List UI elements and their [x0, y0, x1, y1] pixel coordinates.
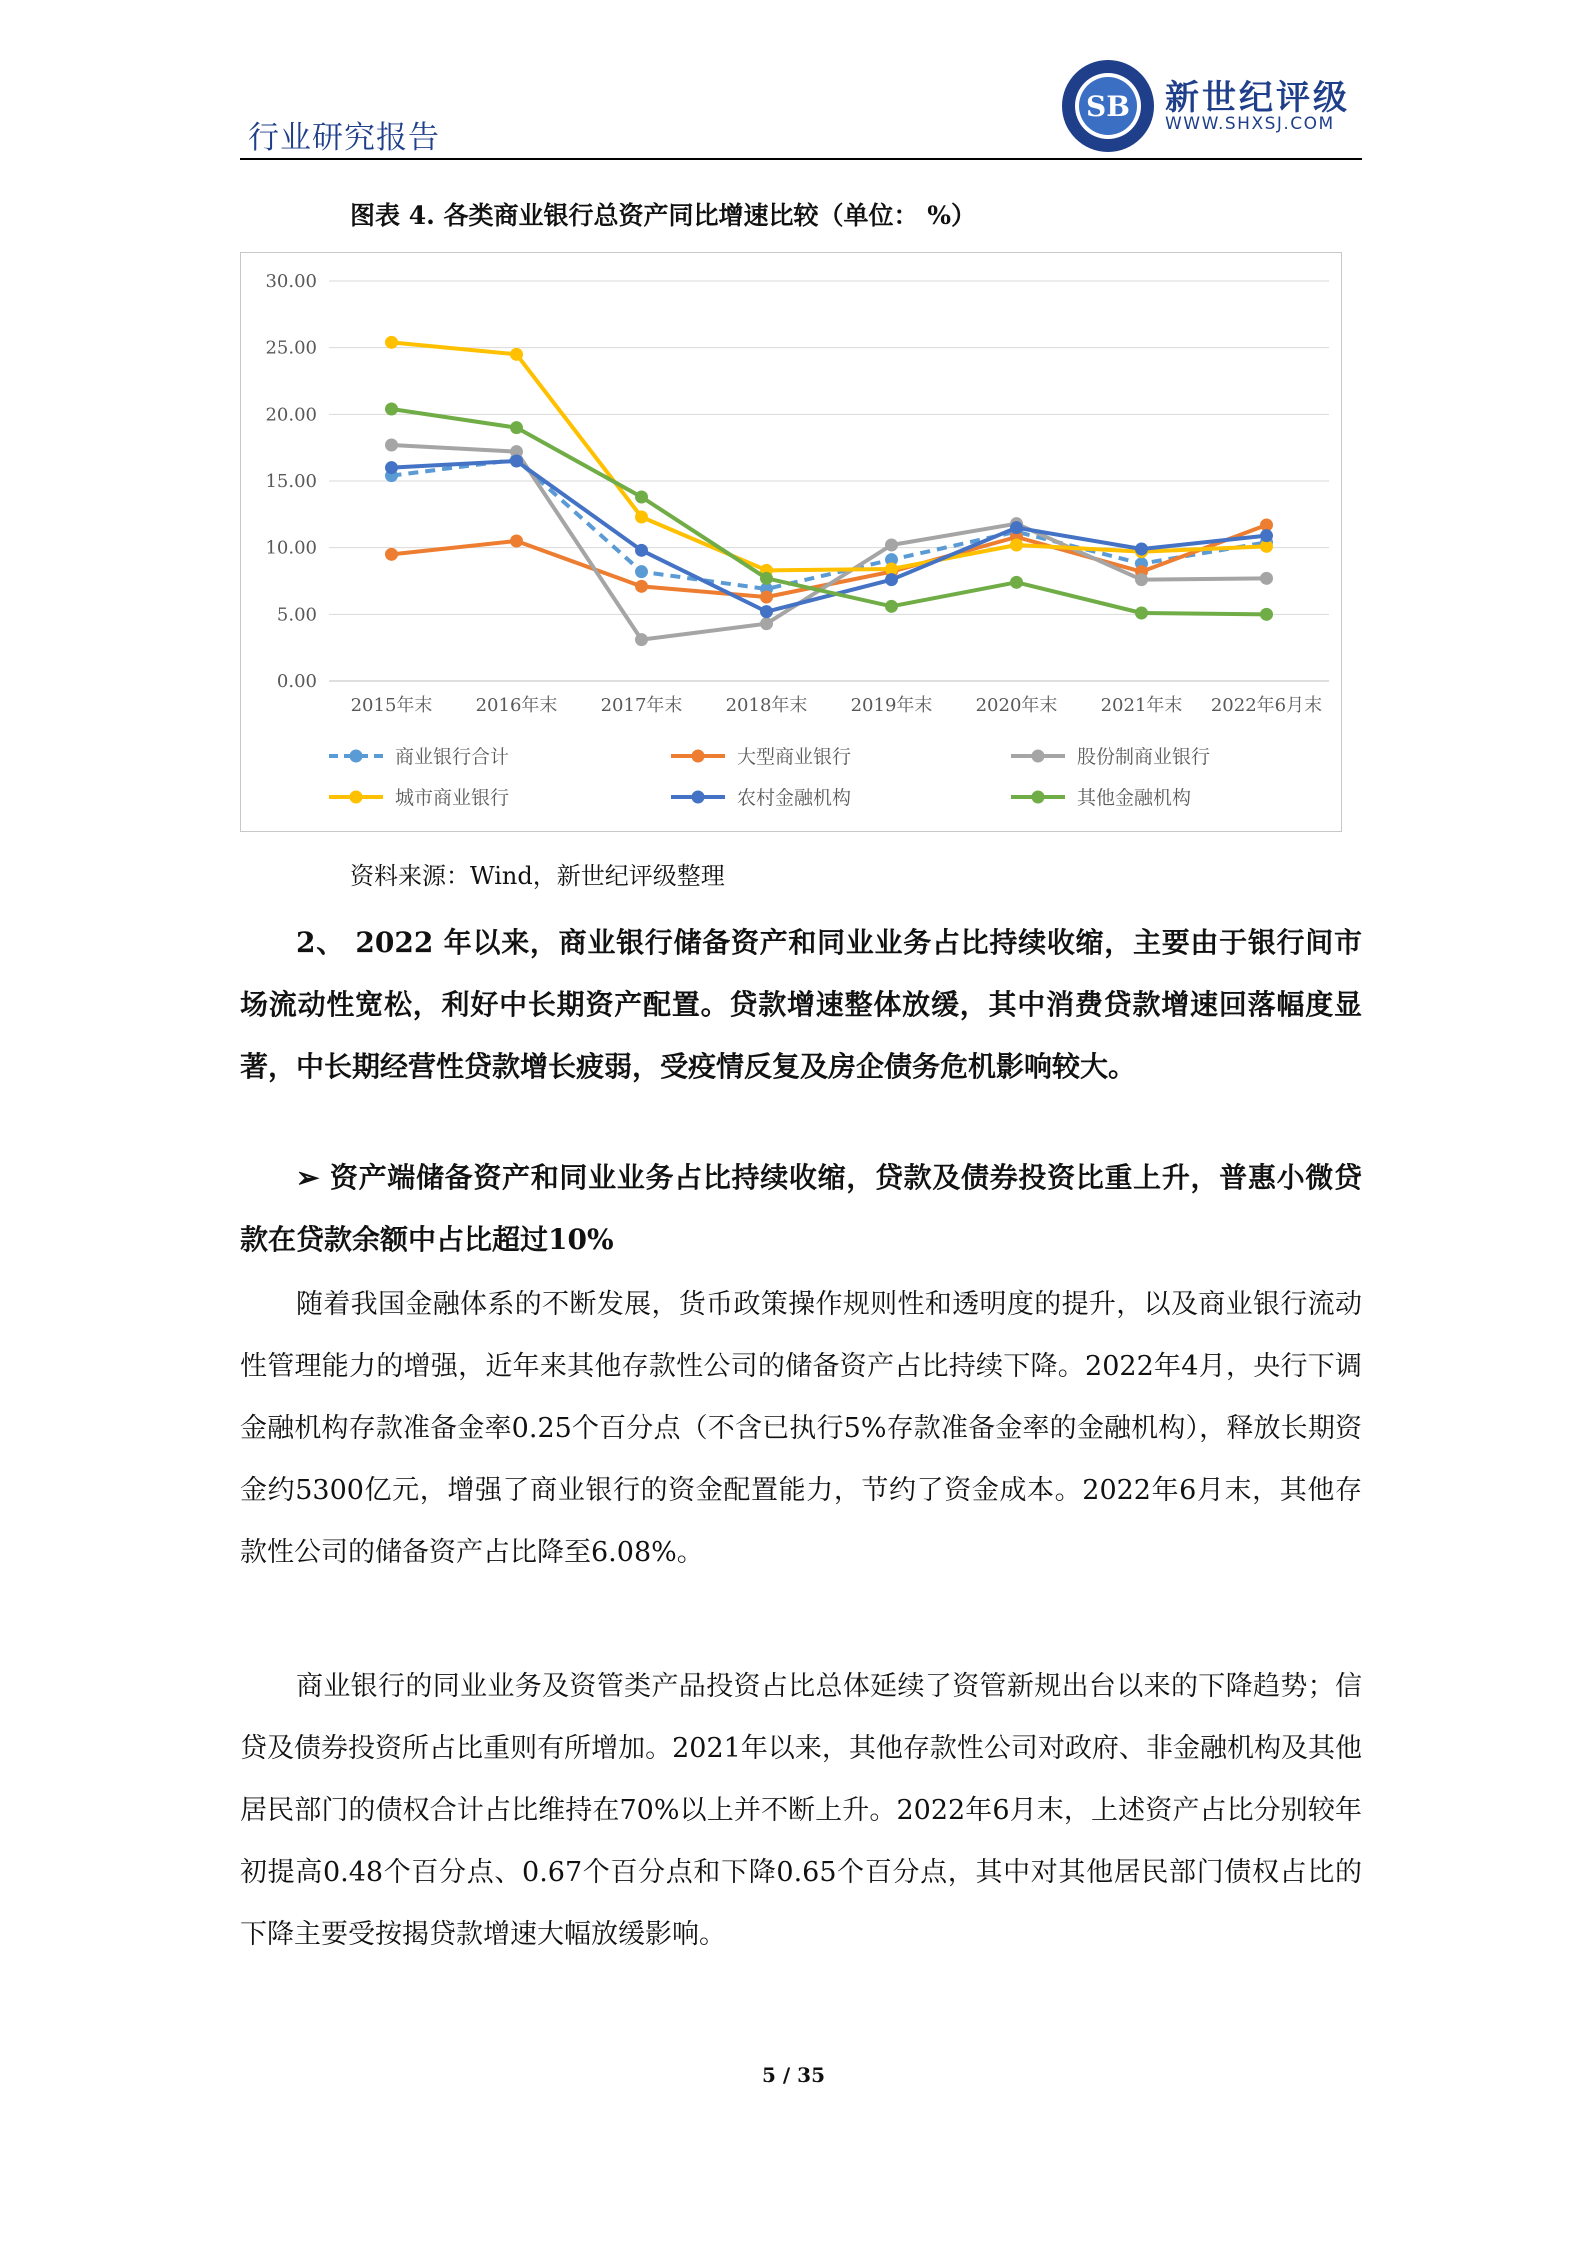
data-point: [1260, 572, 1273, 585]
data-point: [385, 403, 398, 416]
x-tick-label: 2018年末: [725, 695, 808, 716]
brand-url: WWW.SHXSJ.COM: [1165, 114, 1335, 134]
series-line: [392, 461, 1267, 612]
data-point: [635, 511, 648, 524]
data-point: [385, 439, 398, 452]
x-tick-label: 2020年末: [975, 695, 1058, 716]
section-heading: 2、 2022 年以来，商业银行储备资产和同业业务占比持续收缩，主要由于银行间市场流动性宽松，利好中长期资产配置。贷款增速整体放缓，其中消费贷款增速回落幅度显著，中长期经营性贷款增长疲弱，受疫情反复及房企债务危机影响较大。: [240, 926, 1362, 1083]
data-point: [1010, 521, 1023, 534]
line-chart: [241, 253, 1341, 831]
report-section-title: 行业研究报告: [248, 120, 440, 156]
header-divider: [240, 158, 1362, 160]
data-point: [635, 544, 648, 557]
legend-swatch-marker: [692, 750, 705, 763]
legend-swatch-marker: [692, 791, 705, 804]
legend-swatch-marker: [1032, 791, 1045, 804]
x-tick-label: 2022年6月末: [1210, 695, 1323, 716]
x-tick-label: 2017年末: [600, 695, 683, 716]
data-point: [635, 491, 648, 504]
data-point: [885, 573, 898, 586]
paragraph-reserves: 随着我国金融体系的不断发展，货币政策操作规则性和透明度的提升，以及商业银行流动性管理能力的增强，近年来其他存款性公司的储备资产占比持续下降。2022年4月，央行下调金融机构存款准备金率0.25个百分点（不含已执行5%存款准备金率的金融机构），释放长期资金约5300亿元，增强了商业银行的资金配置能力，节约了资金成本。2022年6月末，其他存款性公司的储备资产占比降至6.08%。: [240, 1289, 1362, 1568]
legend-swatch-marker: [1032, 750, 1045, 763]
y-tick-label: 5.00: [276, 604, 317, 626]
legend-label: 农村金融机构: [737, 787, 852, 809]
y-tick-label: 10.00: [265, 537, 317, 559]
data-point: [885, 600, 898, 613]
legend-label: 商业银行合计: [395, 746, 510, 768]
sub-heading: ➢ 资产端储备资产和同业业务占比持续收缩，贷款及债券投资比重上升，普惠小微贷款在贷款余额中占比超过10%: [240, 1161, 1362, 1256]
legend-swatch-marker: [350, 750, 363, 763]
legend-label: 股份制商业银行: [1077, 746, 1211, 768]
data-point: [1010, 539, 1023, 552]
data-point: [385, 548, 398, 561]
legend-label: 大型商业银行: [737, 746, 852, 768]
paragraph-interbank: 商业银行的同业业务及资管类产品投资占比总体延续了资管新规出台以来的下降趋势；信贷及债券投资所占比重则有所增加。2021年以来，其他存款性公司对政府、非金融机构及其他居民部门的债权合计占比维持在70%以上并不断上升。2022年6月末，上述资产占比分别较年初提高0.48个百分点、0.67个百分点和下降0.65个百分点，其中对其他居民部门债权占比的下降主要受按揭贷款增速大幅放缓影响。: [240, 1671, 1362, 1950]
y-tick-label: 20.00: [265, 404, 317, 426]
chart-container: [240, 252, 1342, 832]
x-tick-label: 2016年末: [475, 695, 558, 716]
data-point: [760, 617, 773, 630]
data-point: [635, 565, 648, 578]
x-tick-label: 2019年末: [850, 695, 933, 716]
data-point: [760, 572, 773, 585]
data-point: [635, 633, 648, 646]
data-point: [510, 535, 523, 548]
legend-label: 城市商业银行: [395, 787, 510, 809]
x-tick-label: 2021年末: [1100, 695, 1183, 716]
series-line: [392, 342, 1267, 570]
brand-name: 新世纪评级: [1165, 78, 1350, 118]
legend-swatch-marker: [350, 791, 363, 804]
data-point: [1135, 543, 1148, 556]
data-point: [1010, 576, 1023, 589]
logo-text: SB: [1086, 90, 1130, 123]
data-point: [885, 539, 898, 552]
data-point: [510, 421, 523, 434]
data-point: [510, 348, 523, 361]
figure-caption: 图表 4. 各类商业银行总资产同比增速比较（单位： %）: [350, 201, 976, 230]
data-point: [635, 580, 648, 593]
data-point: [760, 591, 773, 604]
company-logo: [1060, 58, 1156, 154]
data-point: [1260, 608, 1273, 621]
data-point: [385, 461, 398, 474]
page-number: 5 / 35: [762, 2063, 825, 2087]
legend-label: 其他金融机构: [1077, 787, 1192, 809]
y-tick-label: 15.00: [265, 471, 317, 492]
data-point: [1135, 573, 1148, 586]
y-tick-label: 30.00: [265, 271, 317, 292]
figure-source: 资料来源：Wind，新世纪评级整理: [350, 862, 725, 890]
y-tick-label: 0.00: [276, 671, 317, 692]
data-point: [1260, 529, 1273, 542]
y-tick-label: 25.00: [265, 337, 317, 359]
data-point: [510, 455, 523, 468]
data-point: [1135, 607, 1148, 620]
data-point: [760, 605, 773, 618]
x-tick-label: 2015年末: [350, 695, 433, 716]
data-point: [385, 336, 398, 349]
